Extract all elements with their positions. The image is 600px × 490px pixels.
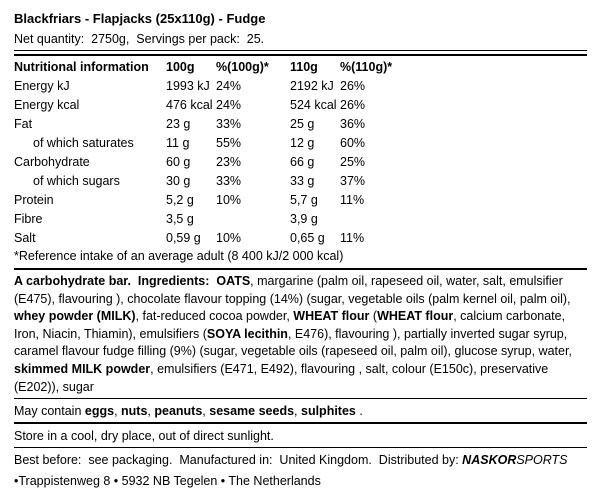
- text-segment: nuts: [121, 404, 148, 419]
- text-segment: sulphites: [301, 404, 356, 419]
- nutrient-value: [216, 210, 290, 229]
- nutrient-value: 12 g: [290, 136, 315, 150]
- net-quantity-line: Net quantity: 2750g, Servings per pack: 25.: [14, 30, 587, 51]
- nutrient-value: 0,59 g: [166, 231, 201, 245]
- nutrition-row: [14, 115, 587, 134]
- text-segment: ,: [114, 404, 122, 419]
- nutrient-value: 11%: [340, 231, 365, 245]
- nutrient-value: 0,65 g: [290, 231, 325, 245]
- text-segment: skimmed MILK powder: [14, 361, 151, 376]
- nutrition-table-header: [14, 58, 587, 77]
- nutrition-row: [14, 191, 587, 210]
- nutrient-value: 60 g: [166, 155, 191, 169]
- text-segment: peanuts: [154, 404, 203, 419]
- text-segment: May contain: [14, 404, 85, 419]
- nutrient-value: 60%: [340, 136, 366, 150]
- text-segment: , emulsifiers (E471, E492), flavouring , salt, colour (E150c), preservative (E202)), sugar: [14, 361, 552, 394]
- column-header: 100g: [166, 60, 195, 74]
- text-segment: ,: [202, 404, 210, 419]
- nutrition-row: [14, 77, 587, 96]
- text-segment: , E476), flavouring ), partially inverted sugar syrup, caramel flavour fudge filling (9%) (sugar, vegetable oils (rapeseed oil, palm oil), glucose syrup, water,: [14, 326, 576, 359]
- nutrient-value: 33 g: [290, 174, 315, 188]
- nutrient-value: 66 g: [290, 155, 315, 169]
- text-segment: eggs: [84, 404, 115, 419]
- nutrient-label: Protein: [14, 193, 54, 207]
- nutrient-value: 24%: [216, 79, 242, 93]
- nutrition-table: [14, 58, 587, 248]
- text-segment: , calcium carbonate, Iron, Niacin, Thiamin), emulsifiers (: [14, 309, 569, 341]
- text-segment: (: [369, 309, 378, 324]
- text-segment: WHEAT flour: [293, 309, 370, 324]
- nutrition-row: [14, 229, 587, 248]
- nutrient-value: 30 g: [166, 174, 191, 188]
- column-header: Nutritional information: [14, 60, 149, 74]
- nutrient-label: Fat: [14, 117, 33, 131]
- nutrition-row: [14, 96, 587, 115]
- text-segment: Best before: see packaging. Manufactured in: United Kingdom. Distributed by:: [14, 453, 463, 468]
- nutrient-value: 24%: [216, 98, 242, 112]
- text-segment: SOYA lecithin: [206, 326, 288, 341]
- nutrition-row: [14, 134, 587, 153]
- nutrient-value: 36%: [340, 117, 366, 131]
- nutrient-label: of which sugars: [33, 174, 120, 188]
- nutrient-value: 3,5 g: [166, 212, 194, 226]
- nutrient-value: 1993 kJ: [166, 79, 210, 93]
- text-segment: , margarine (palm oil, rapeseed oil, water, salt, emulsifier (E475), flavouring ), chocolate flavour topping (14%) (sugar, vegetable oils (palm kernel oil, palm oil),: [14, 274, 574, 306]
- nutrient-value: 476 kcal: [166, 98, 213, 112]
- nutrient-value: 23%: [216, 155, 242, 169]
- nutrient-value: 10%: [216, 231, 242, 245]
- nutrient-value: 2192 kJ: [290, 79, 334, 93]
- text-segment: , fat-reduced cocoa powder,: [135, 309, 294, 324]
- nutrition-row: [14, 153, 587, 172]
- nutrient-value: 25 g: [290, 117, 315, 131]
- nutrient-value: 26%: [340, 79, 366, 93]
- nutrient-value: 5,2 g: [166, 193, 194, 207]
- column-header: %(110g)*: [340, 60, 393, 74]
- nutrient-label: Salt: [14, 231, 36, 245]
- nutrient-value: 33%: [216, 174, 242, 188]
- nutrient-value: 3,9 g: [290, 212, 318, 226]
- text-segment: .: [355, 404, 363, 419]
- nutrient-value: 55%: [216, 136, 242, 150]
- nutrient-value: 25%: [340, 155, 366, 169]
- text-segment: SPORTS: [516, 453, 568, 468]
- text-segment: NASKOR: [462, 453, 517, 468]
- nutrient-value: 524 kcal: [290, 98, 337, 112]
- product-title: Blackfriars - Flapjacks (25x110g) - Fudge: [14, 11, 266, 26]
- text-segment: ,: [294, 404, 301, 419]
- nutrient-label: of which saturates: [33, 136, 134, 150]
- distribution-line: [14, 451, 587, 469]
- text-segment: ,: [147, 404, 155, 419]
- text-segment: sesame seeds: [209, 404, 295, 419]
- ingredients-paragraph: [14, 273, 587, 399]
- nutrition-row: [14, 172, 587, 191]
- nutrient-value: 11 g: [166, 136, 190, 150]
- nutrient-value: 11%: [340, 193, 365, 207]
- text-segment: WHEAT flour: [377, 309, 454, 324]
- nutrient-label: Energy kJ: [14, 79, 70, 93]
- text-segment: A carbohydrate bar. Ingredients:: [14, 274, 217, 288]
- nutrient-label: Energy kcal: [14, 98, 80, 112]
- storage-instructions-line: Store in a cool, dry place, out of direct sunlight.: [14, 427, 587, 448]
- address-line: •Trappistenweg 8 • 5932 NB Tegelen • The Netherlands: [14, 474, 321, 489]
- nutrient-value: 26%: [340, 98, 366, 112]
- reference-intake-footnote: *Reference intake of an average adult (8 400 kJ/2 000 kcal): [14, 248, 587, 270]
- column-header: %(100g)*: [216, 60, 269, 74]
- nutrient-value: [340, 210, 587, 229]
- text-segment: OATS: [216, 274, 251, 288]
- divider: [14, 54, 587, 56]
- text-segment: whey powder (MILK): [14, 309, 136, 324]
- allergen-advice-line: [14, 402, 587, 424]
- nutrient-value: 5,7 g: [290, 193, 318, 207]
- nutrient-value: 10%: [216, 193, 242, 207]
- nutrition-row: [14, 210, 587, 229]
- nutrient-value: 23 g: [166, 117, 191, 131]
- column-header: 110g: [290, 60, 318, 74]
- nutrition-rows: [14, 77, 587, 248]
- nutrient-value: 37%: [340, 174, 366, 188]
- nutrient-label: Carbohydrate: [14, 155, 90, 169]
- nutrient-value: 33%: [216, 117, 242, 131]
- nutrient-label: Fibre: [14, 212, 43, 226]
